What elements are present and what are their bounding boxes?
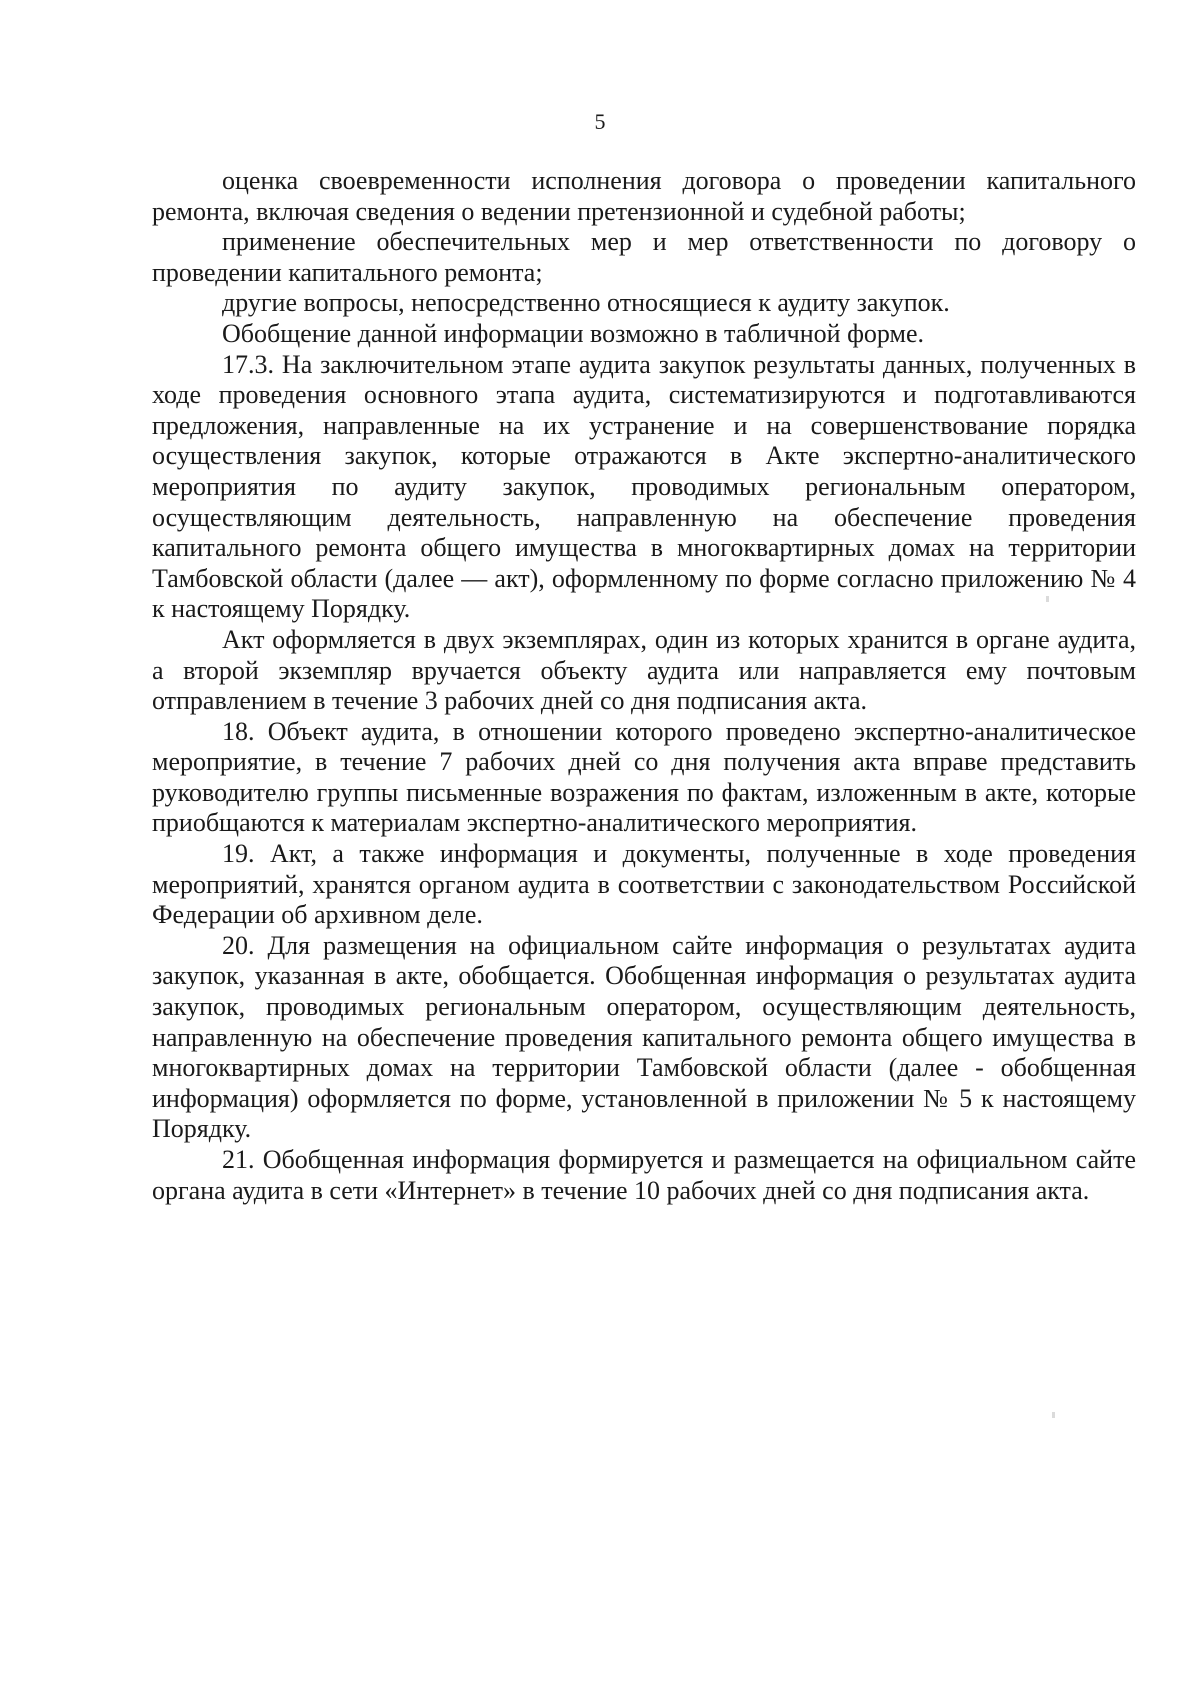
page-number: 5 [594, 109, 606, 134]
paragraph-timeliness-assessment: оценка своевременности исполнения договора о проведении капитального ремонта, включая сведения о ведении претензионной и судебной работы; [152, 166, 1136, 226]
paragraph-act-copies: Акт оформляется в двух экземплярах, один из которых хранится в органе аудита, а второй экземпляр вручается объекту аудита или направляется ему почтовым отправлением в течение 3 рабочих дней со дня подписания акта. [152, 624, 1136, 716]
paragraph-19: 19. Акт, а также информация и документы, полученные в ходе проведения мероприятий, хранятся органом аудита в соответствии с законодательством Российской Федерации об архивном деле. [152, 839, 1136, 930]
paragraph-21: 21. Обобщенная информация формируется и размещается на официальном сайте органа аудита в сети «Интернет» в течение 10 рабочих дней со дня подписания акта. [152, 1145, 1136, 1205]
paragraph-18: 18. Объект аудита, в отношении которого проведено экспертно-аналитическое мероприятие, в течение 7 рабочих дней со дня получения акта вправе представить руководителю группы письменные возражения по фактам, изложенным в акте, которые приобщаются к материалам экспертно-аналитического мероприятия. [152, 716, 1136, 838]
paragraph-17-3: 17.3. На заключительном этапе аудита закупок результаты данных, полученных в ходе проведения основного этапа аудита, систематизируются и подготавливаются предложения, направленные на их устранение и на совершенствование порядка осуществления закупок, которые отражаются в Акте экспертно-аналитического мероприятия по аудиту закупок, проводимых региональным оператором, осуществляющим деятельность, направленную на обеспечение проведения капитального ремонта общего имущества в многоквартирных домах на территории Тамбовской области (далее — акт), оформленному по форме согласно приложению № 4 к настоящему Порядку. [152, 349, 1136, 624]
paragraph-other-questions: другие вопросы, непосредственно относящиеся к аудиту закупок. [222, 288, 950, 318]
scan-speck [1052, 1412, 1055, 1418]
paragraph-20: 20. Для размещения на официальном сайте информация о результатах аудита закупок, указанная в акте, обобщается. Обобщенная информация о результатах аудита закупок, проводимых региональным оператором, осуществляющим деятельность, направленную на обеспечение проведения капитального ремонта общего имущества в многоквартирных домах на территории Тамбовской области (далее - обобщенная информация) оформляется по форме, установленной в приложении № 5 к настоящему Порядку. [152, 930, 1136, 1144]
paragraph-tabular-summary: Обобщение данной информации возможно в табличной форме. [222, 318, 925, 348]
scan-speck [1046, 596, 1049, 602]
paragraph-security-measures: применение обеспечительных мер и мер ответственности по договору о проведении капитального ремонта; [152, 227, 1136, 287]
document-body [152, 166, 1136, 1206]
